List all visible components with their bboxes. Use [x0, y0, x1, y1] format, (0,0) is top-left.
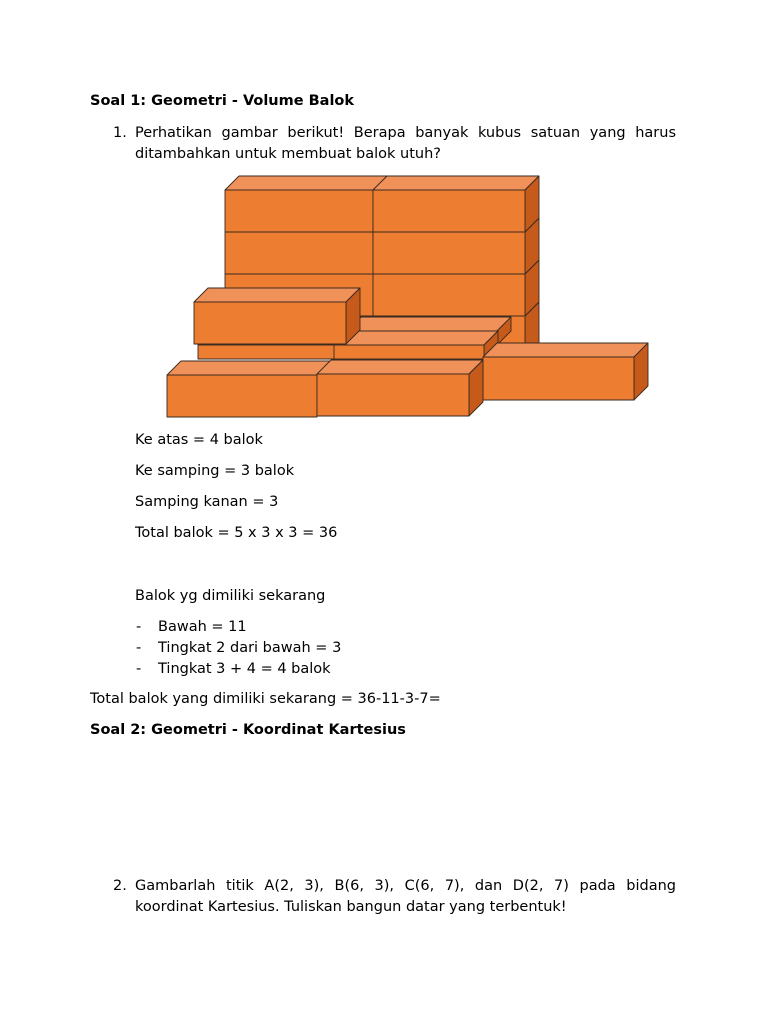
owned-title: Balok yg dimiliki sekarang: [135, 588, 326, 604]
brick-front-face: [334, 345, 484, 359]
brick-front-face: [373, 190, 525, 232]
list-item: Bawah = 11: [158, 619, 247, 635]
question1-line1: Perhatikan gambar berikut! Berapa banyak kubus satuan yang harus: [135, 125, 676, 141]
brick-top-face: [347, 317, 511, 331]
question1-number: 1.: [113, 125, 127, 141]
brick-front-face: [373, 232, 525, 274]
list-bullet: -: [136, 619, 142, 635]
brick-top-face: [334, 331, 498, 345]
brick-front-face: [198, 345, 348, 359]
brick-top-face: [194, 288, 360, 302]
soal1-heading: Soal 1: Geometri - Volume Balok: [90, 93, 355, 109]
brick-top-face: [483, 343, 648, 357]
brick-top-face: [373, 176, 539, 190]
list-item: Tingkat 3 + 4 = 4 balok: [158, 661, 331, 677]
soal2-heading: Soal 2: Geometri - Koordinat Kartesius: [90, 722, 406, 738]
list-item: Tingkat 2 dari bawah = 3: [158, 640, 342, 656]
brick-front-face: [317, 374, 469, 416]
question1-line2: ditambahkan untuk membuat balok utuh?: [135, 146, 441, 162]
note-samping-kanan: Samping kanan = 3: [135, 494, 279, 510]
question2-line1: Gambarlah titik A(2, 3), B(6, 3), C(6, 7), dan D(2, 7) pada bidang: [135, 878, 676, 894]
brick-top-face: [317, 360, 483, 374]
brick-front-face: [194, 302, 346, 344]
note-ke-samping: Ke samping = 3 balok: [135, 463, 295, 479]
brick-front-face: [225, 190, 373, 232]
brick-front-face: [225, 232, 373, 274]
list-bullet: -: [136, 640, 142, 656]
note-ke-atas: Ke atas = 4 balok: [135, 432, 263, 448]
brick-top-face: [167, 361, 331, 375]
brick-top-face: [225, 176, 387, 190]
stacked-bricks-figure: [0, 0, 768, 430]
question2-number: 2.: [113, 878, 127, 894]
total-owned-line: Total balok yang dimiliki sekarang = 36-11-3-7=: [90, 691, 441, 707]
note-total-balok: Total balok = 5 x 3 x 3 = 36: [135, 525, 338, 541]
brick-front-face: [373, 274, 525, 316]
brick-front-face: [483, 357, 634, 400]
list-bullet: -: [136, 661, 142, 677]
brick-front-face: [167, 375, 317, 417]
question2-line2: koordinat Kartesius. Tuliskan bangun datar yang terbentuk!: [135, 899, 567, 915]
